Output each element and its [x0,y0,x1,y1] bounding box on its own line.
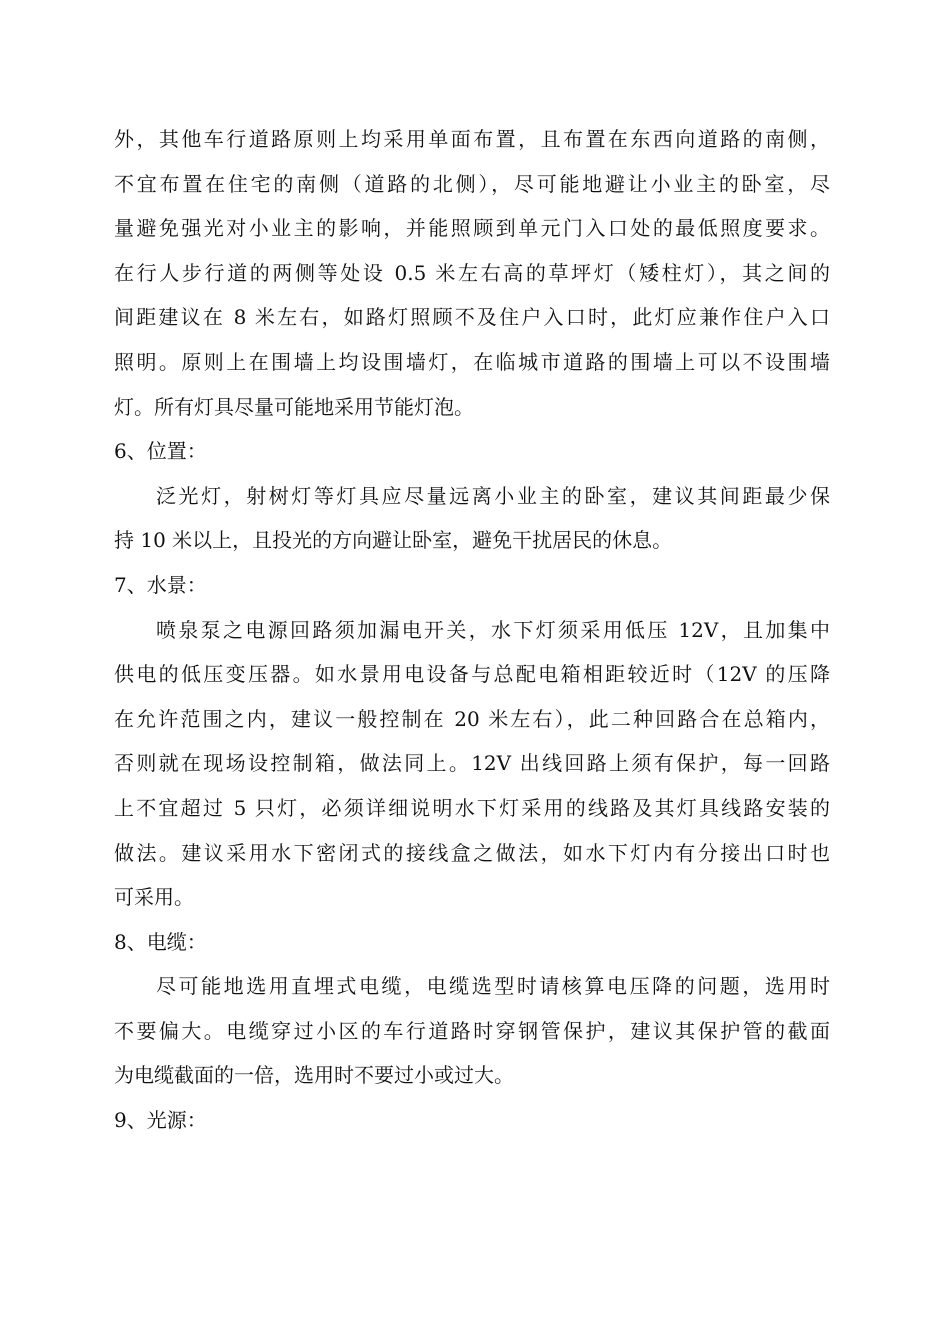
body-line: 喷泉泵之电源回路须加漏电开关，水下灯须采用低压 12V，且加集中 [156,617,830,642]
section-cable [114,920,830,1098]
body-line: 尽可能地选用直埋式电缆，电缆选型时请核算电压降的问题，选用时 [156,974,830,999]
body-line: 不要偏大。电缆穿过小区的车行道路时穿钢管保护，建议其保护管的截面 [114,1018,830,1043]
body-line: 照明。原则上在围墙上均设围墙灯，在临城市道路的围墙上可以不设围墙 [114,349,830,374]
section-light-source [114,1098,830,1143]
body-line: 在行人步行道的两侧等处设 0.5 米左右高的草坪灯（矮柱灯），其之间的 [114,260,830,285]
document-body [114,117,830,1143]
lighting-layout-continuation [114,117,830,429]
body-line: 上不宜超过 5 只灯，必须详细说明水下灯采用的线路及其灯具线路安装的 [114,795,830,820]
body-line: 可采用。 [114,885,194,910]
body-line: 否则就在现场设控制箱，做法同上。12V 出线回路上须有保护，每一回路 [114,751,830,776]
body-line: 泛光灯，射树灯等灯具应尽量远离小业主的卧室，建议其间距最少保 [156,483,830,508]
body-line: 不宜布置在住宅的南侧（道路的北侧），尽可能地避让小业主的卧室，尽 [114,171,830,196]
section-heading: 9、光源： [114,1108,207,1133]
section-water-feature [114,563,830,920]
body-line: 做法。建议采用水下密闭式的接线盒之做法，如水下灯内有分接出口时也 [114,840,830,865]
body-line: 供电的低压变压器。如水景用电设备与总配电箱相距较近时（12V 的压降 [114,662,830,687]
body-line: 持 10 米以上，且投光的方向避让卧室，避免干扰居民的休息。 [114,528,673,553]
section-position [114,429,830,563]
body-line: 灯。所有灯具尽量可能地采用节能灯泡。 [114,394,474,419]
body-line: 为电缆截面的一倍，选用时不要过小或过大。 [114,1063,514,1088]
section-heading: 8、电缆： [114,929,207,954]
body-line: 在允许范围之内，建议一般控制在 20 米左右），此二种回路合在总箱内， [114,706,830,731]
section-heading: 7、水景： [114,572,207,597]
body-line: 间距建议在 8 米左右，如路灯照顾不及住户入口时，此灯应兼作住户入口 [114,305,830,330]
body-line: 外，其他车行道路原则上均采用单面布置，且布置在东西向道路的南侧， [114,127,830,151]
section-heading: 6、位置： [114,439,207,464]
body-line: 量避免强光对小业主的影响，并能照顾到单元门入口处的最低照度要求。 [114,216,830,241]
